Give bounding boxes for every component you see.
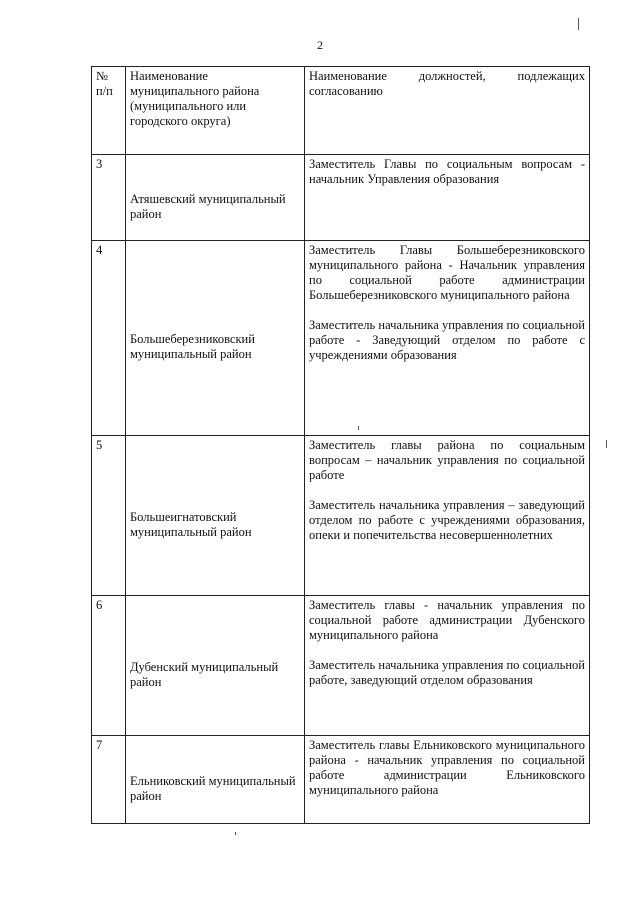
position-text: Заместитель главы района по социальным вопросам – начальник управления по социальной работе	[309, 438, 585, 482]
row-positions	[305, 436, 590, 596]
table-row	[92, 736, 590, 824]
row-district-name: Ельниковский муниципальный район	[126, 736, 305, 824]
row-num: 5	[92, 436, 126, 596]
header-positions-text: Наименование должностей, подлежащих согласованию	[309, 69, 585, 98]
row-positions	[305, 736, 590, 824]
position-text: Заместитель Главы Большеберезниковского муниципального района - Начальник управления по социальной работе администрации Большеберезниковского муниципального района	[309, 243, 585, 302]
header-positions	[305, 67, 590, 155]
table-row	[92, 241, 590, 436]
row-district-name: Большеигнатовский муниципальный район	[126, 436, 305, 596]
table-row	[92, 596, 590, 736]
row-district-name: Большеберезниковский муниципальный район	[126, 241, 305, 436]
row-positions	[305, 155, 590, 241]
scan-mark	[578, 18, 579, 30]
row-district-name: Дубенский муниципальный район	[126, 596, 305, 736]
table-row	[92, 436, 590, 596]
row-num: 4	[92, 241, 126, 436]
position-text: Заместитель начальника управления по социальной работе, заведующий отделом образования	[309, 658, 585, 687]
row-district-name: Атяшевский муниципальный район	[126, 155, 305, 241]
position-text: Заместитель главы - начальник управления по социальной работе администрации Дубенского муниципального района	[309, 598, 585, 642]
position-text: Заместитель начальника управления по социальной работе - Заведующий отделом по работе с учреждениями образования	[309, 318, 585, 362]
positions-table	[91, 66, 590, 824]
scan-mark	[235, 832, 236, 835]
header-name: Наименование муниципального района (муниципального или городского округа)	[126, 67, 305, 155]
row-num: 3	[92, 155, 126, 241]
row-positions	[305, 596, 590, 736]
page-number: 2	[317, 38, 323, 52]
header-num: № п/п	[92, 67, 126, 155]
position-text: Заместитель главы Ельниковского муниципального района - начальник управления по социальной работе администрации Ельниковского муниципального района	[309, 738, 585, 797]
table-row	[92, 155, 590, 241]
row-num: 7	[92, 736, 126, 824]
position-text: Заместитель начальника управления – заведующий отделом по работе с учреждениями образования, опеки и попечительства несовершеннолетних	[309, 498, 585, 542]
table-header-row	[92, 67, 590, 155]
row-num: 6	[92, 596, 126, 736]
position-text: Заместитель Главы по социальным вопросам - начальник Управления образования	[309, 157, 585, 186]
scan-mark	[606, 440, 607, 448]
scan-mark	[358, 426, 359, 430]
row-positions	[305, 241, 590, 436]
